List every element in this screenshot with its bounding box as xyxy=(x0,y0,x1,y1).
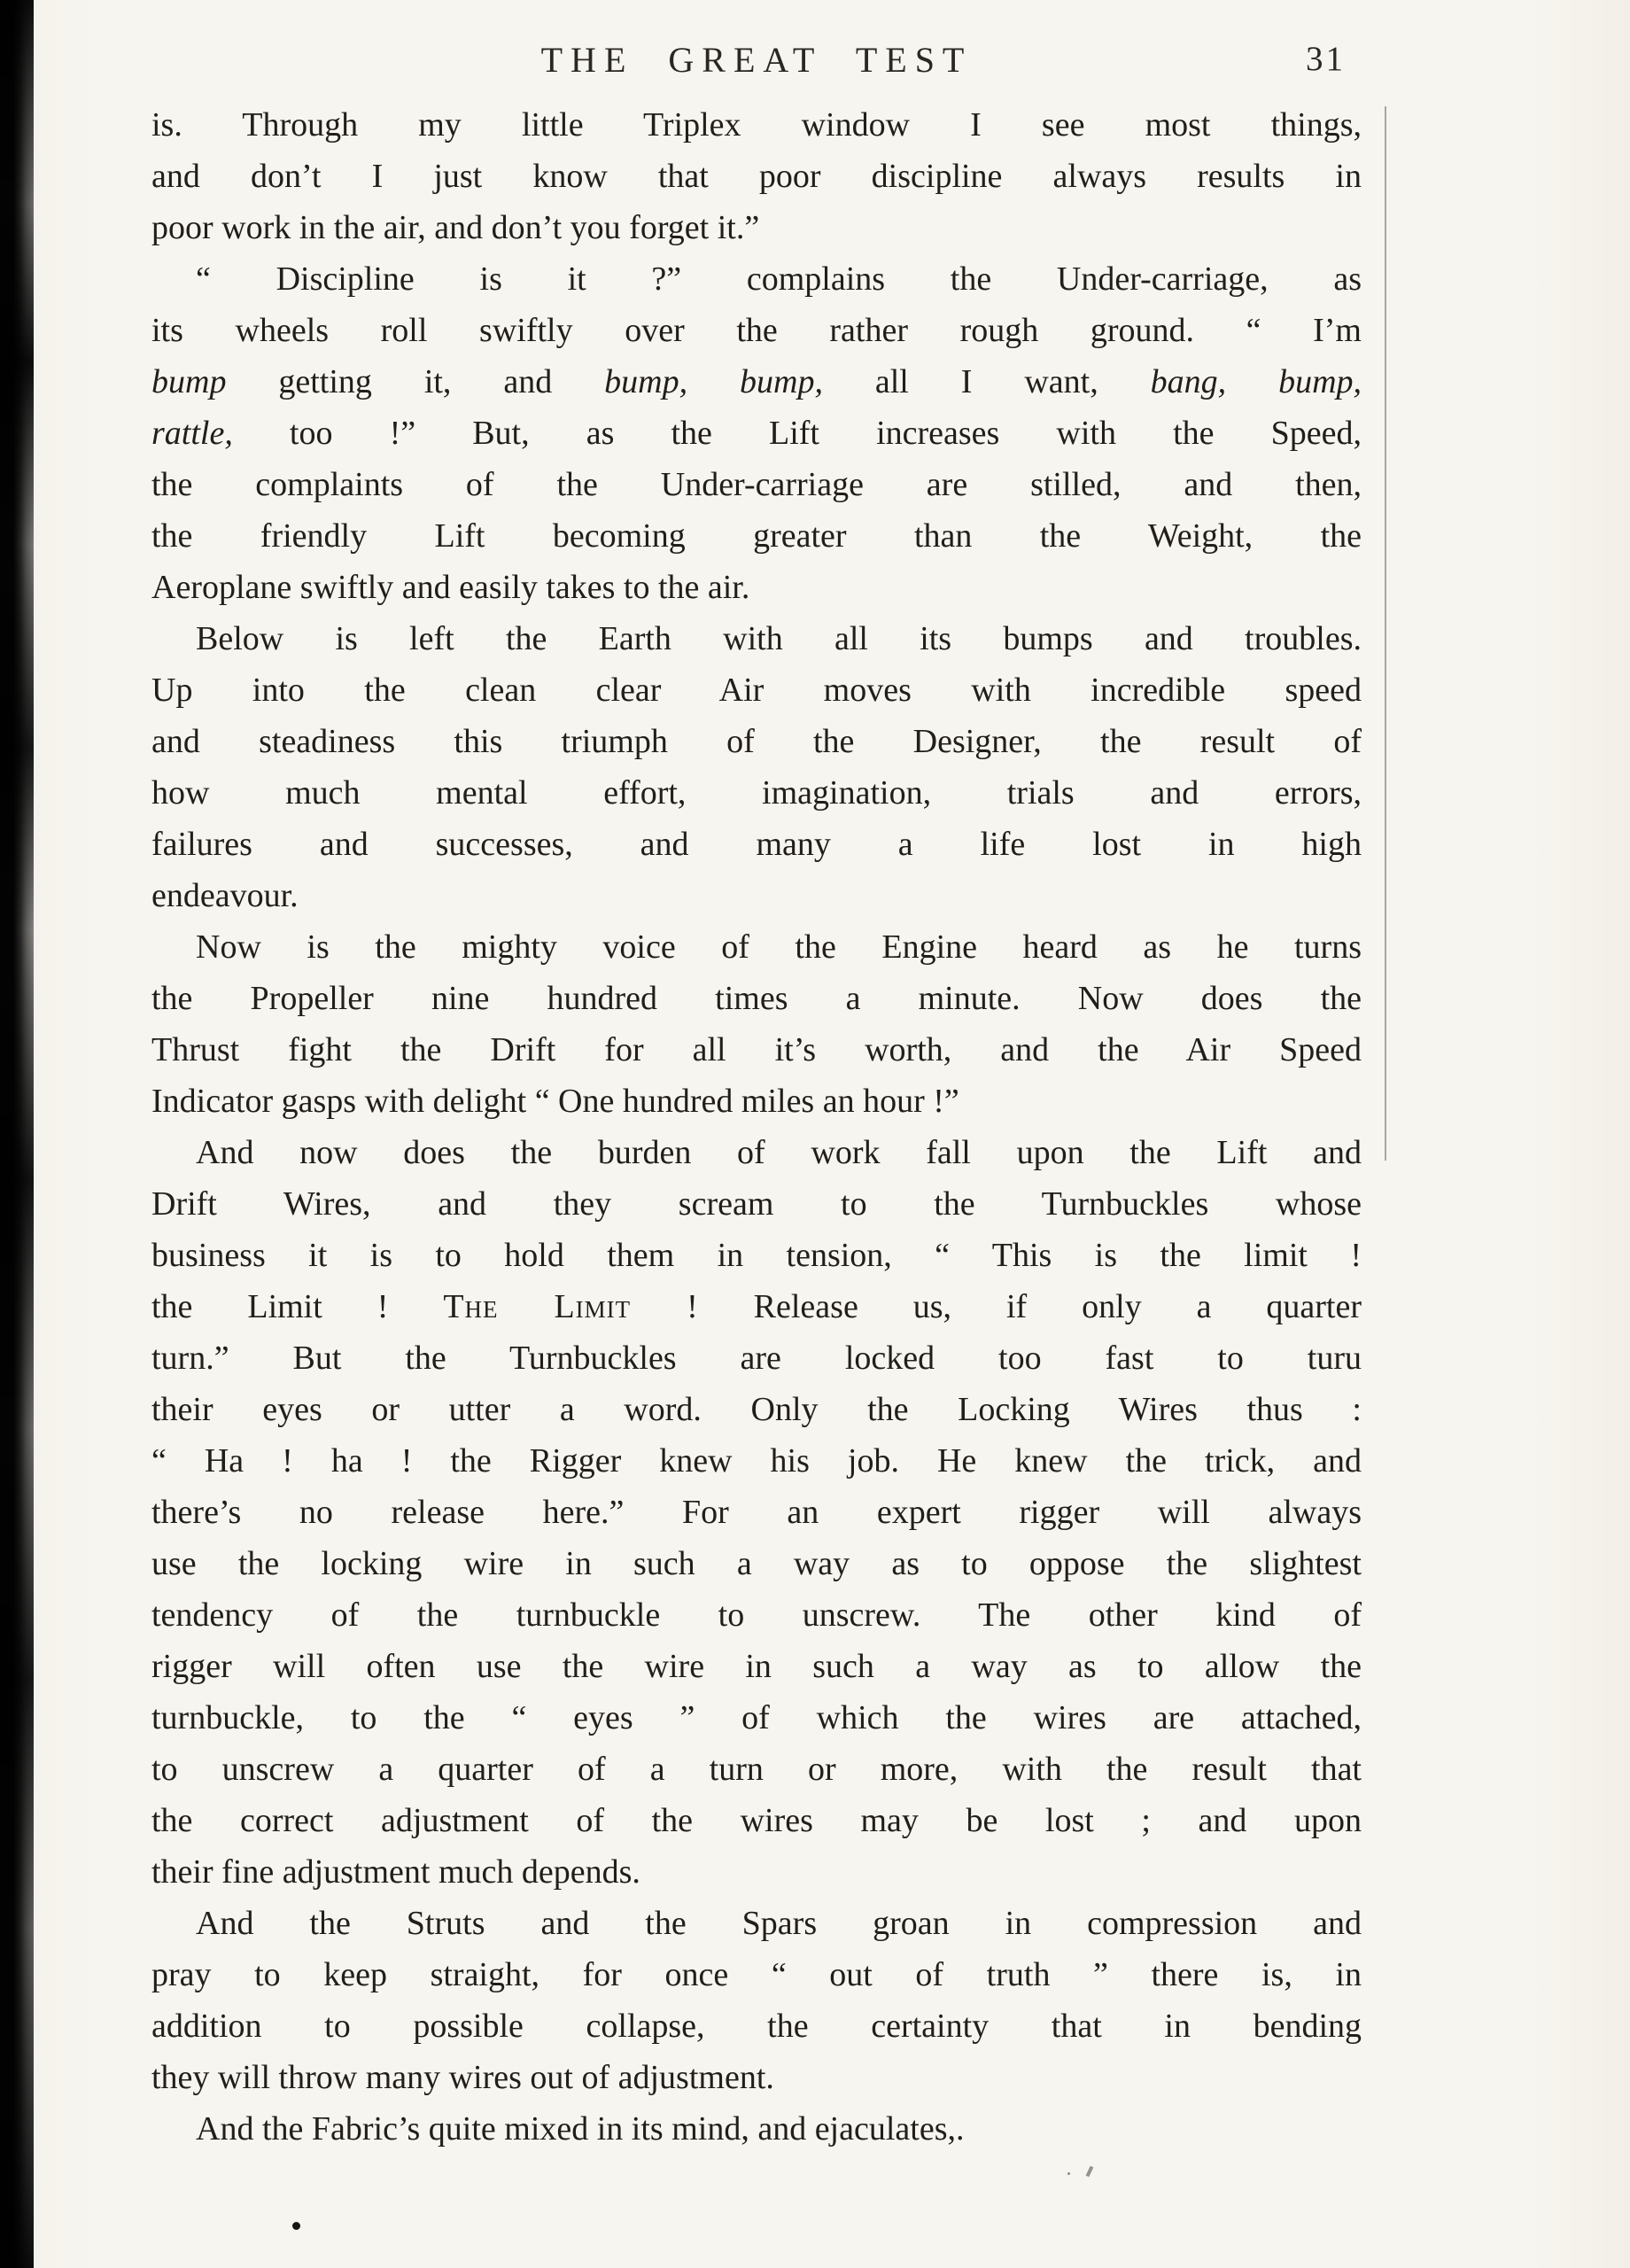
text-line xyxy=(151,1230,1362,1281)
text-line xyxy=(151,1384,1362,1435)
text-line xyxy=(151,2052,1362,2103)
text-run: the Propeller nine hundred times a minute. Now does the xyxy=(151,980,1362,1017)
text-run: turnbuckle, to the “ eyes ” of which the wires are attached, xyxy=(151,1699,1362,1736)
text-line xyxy=(151,870,1362,921)
text-run: addition to possible collapse, the certainty that in bending xyxy=(151,2008,1362,2045)
italic-text-run: bump xyxy=(151,363,227,400)
text-run: Up into the clean clear Air moves with incredible speed xyxy=(151,672,1362,709)
text-run: Release us, if only a quarter xyxy=(698,1288,1362,1325)
page-number: 31 xyxy=(1306,40,1346,78)
paragraph xyxy=(151,613,1362,921)
text-line xyxy=(151,408,1362,459)
text-run: And the Fabric’s quite mixed in its mind, and ejaculates,. xyxy=(196,2110,965,2148)
text-run: tendency of the turnbuckle to unscrew. The other kind of xyxy=(151,1596,1362,1634)
scan-artifact-line xyxy=(1385,106,1386,1161)
text-run: the complaints of the Under-carriage are stilled, and then, xyxy=(151,466,1362,503)
text-line xyxy=(151,1127,1362,1178)
text-run: the friendly Lift becoming greater than the Weight, the xyxy=(151,517,1362,555)
text-line xyxy=(151,1281,1362,1332)
paragraph xyxy=(151,2103,1362,2155)
text-run: Indicator gasps with delight “ One hundred miles an hour !” xyxy=(151,1083,959,1120)
text-line xyxy=(151,1435,1362,1487)
text-run: “ Discipline is it ?” complains the Under-carriage, as xyxy=(196,260,1362,298)
text-run: there’s no release here.” For an expert rigger will always xyxy=(151,1494,1362,1531)
text-run: and steadiness this triumph of the Designer, the result of xyxy=(151,723,1362,760)
paragraph xyxy=(151,921,1362,1127)
text-line xyxy=(151,356,1362,408)
italic-text-run: rattle, xyxy=(151,415,233,452)
paragraph xyxy=(151,253,1362,613)
italic-text-run: bump, xyxy=(1278,363,1362,400)
text-line xyxy=(151,921,1362,973)
paragraph xyxy=(151,1127,1362,1898)
text-line xyxy=(151,459,1362,510)
scan-speck xyxy=(292,2222,300,2230)
text-line xyxy=(151,99,1362,151)
text-run: all I want, xyxy=(822,363,1151,400)
text-line xyxy=(151,2103,1362,2155)
text-line xyxy=(151,767,1362,819)
page-header xyxy=(151,39,1362,85)
text-run: business it is to hold them in tension, “ This is the limit ! xyxy=(151,1237,1362,1274)
text-run xyxy=(1226,363,1278,400)
scan-speck xyxy=(1067,2172,1070,2175)
text-line xyxy=(151,151,1362,202)
italic-text-run: bump, xyxy=(604,363,688,400)
running-title: THE GREAT TEST xyxy=(540,40,973,80)
text-run: its wheels roll swiftly over the rather rough ground. “ I’m xyxy=(151,312,1362,349)
text-line xyxy=(151,1076,1362,1127)
text-run: Aeroplane swiftly and easily takes to the air. xyxy=(151,569,750,606)
text-run: And now does the burden of work fall upon the Lift and xyxy=(196,1134,1362,1171)
text-run: Below is left the Earth with all its bumps and troubles. xyxy=(196,620,1362,657)
text-run: how much mental effort, imagination, trials and errors, xyxy=(151,774,1362,812)
text-run: they will throw many wires out of adjustment. xyxy=(151,2059,774,2096)
text-run: is. Through my little Triplex window I see most things, xyxy=(151,106,1362,144)
italic-text-run: bang, xyxy=(1150,363,1227,400)
italic-text-run: bump, xyxy=(740,363,823,400)
text-run: turn.” But the Turnbuckles are locked too fast to turu xyxy=(151,1340,1362,1377)
text-line xyxy=(151,1487,1362,1538)
text-run: failures and successes, and many a life lost in high xyxy=(151,826,1362,863)
paragraph xyxy=(151,1898,1362,2103)
text-line xyxy=(151,1692,1362,1744)
text-line xyxy=(151,973,1362,1024)
text-run: their fine adjustment much depends. xyxy=(151,1853,640,1891)
text-run: too !” But, as the Lift increases with the Speed, xyxy=(232,415,1362,452)
text-run: Drift Wires, and they scream to the Turnbuckles whose xyxy=(151,1185,1362,1223)
text-line xyxy=(151,305,1362,356)
text-run: getting it, and xyxy=(226,363,605,400)
smallcaps-text-run: The Limit ! xyxy=(443,1288,699,1325)
text-line xyxy=(151,716,1362,767)
text-run: use the locking wire in such a way as to oppose the slightest xyxy=(151,1545,1362,1582)
text-run: the Limit ! xyxy=(151,1288,444,1325)
text-run: “ Ha ! ha ! the Rigger knew his job. He knew the trick, and xyxy=(151,1442,1362,1480)
page-body xyxy=(151,99,1362,2155)
text-line xyxy=(151,819,1362,870)
text-line xyxy=(151,1641,1362,1692)
text-line xyxy=(151,613,1362,664)
text-line xyxy=(151,1589,1362,1641)
text-line xyxy=(151,1795,1362,1846)
text-run: rigger will often use the wire in such a way as to allow the xyxy=(151,1648,1362,1685)
text-run: endeavour. xyxy=(151,877,299,914)
text-line xyxy=(151,253,1362,305)
binding-shadow xyxy=(0,0,34,2268)
text-run: And the Struts and the Spars groan in compression and xyxy=(196,1905,1362,1942)
text-line xyxy=(151,562,1362,613)
text-line xyxy=(151,1898,1362,1949)
text-line xyxy=(151,1744,1362,1795)
scan-speck xyxy=(1086,2166,1094,2178)
text-run: poor work in the air, and don’t you forget it.” xyxy=(151,209,760,246)
text-line xyxy=(151,202,1362,253)
text-line xyxy=(151,1024,1362,1076)
text-line xyxy=(151,510,1362,562)
text-run xyxy=(687,363,740,400)
paragraph xyxy=(151,99,1362,253)
text-line xyxy=(151,1332,1362,1384)
text-run: Now is the mighty voice of the Engine heard as he turns xyxy=(196,928,1362,966)
text-run: the correct adjustment of the wires may be lost ; and upon xyxy=(151,1802,1362,1839)
text-run: to unscrew a quarter of a turn or more, with the result that xyxy=(151,1751,1362,1788)
text-line xyxy=(151,1178,1362,1230)
text-run: their eyes or utter a word. Only the Locking Wires thus : xyxy=(151,1391,1362,1428)
text-run: and don’t I just know that poor discipline always results in xyxy=(151,158,1362,195)
text-run: Thrust fight the Drift for all it’s worth, and the Air Speed xyxy=(151,1031,1362,1068)
text-run: pray to keep straight, for once “ out of truth ” there is, in xyxy=(151,1956,1362,1993)
text-line xyxy=(151,1538,1362,1589)
text-line xyxy=(151,2000,1362,2052)
text-line xyxy=(151,664,1362,716)
text-line xyxy=(151,1949,1362,2000)
text-line xyxy=(151,1846,1362,1898)
